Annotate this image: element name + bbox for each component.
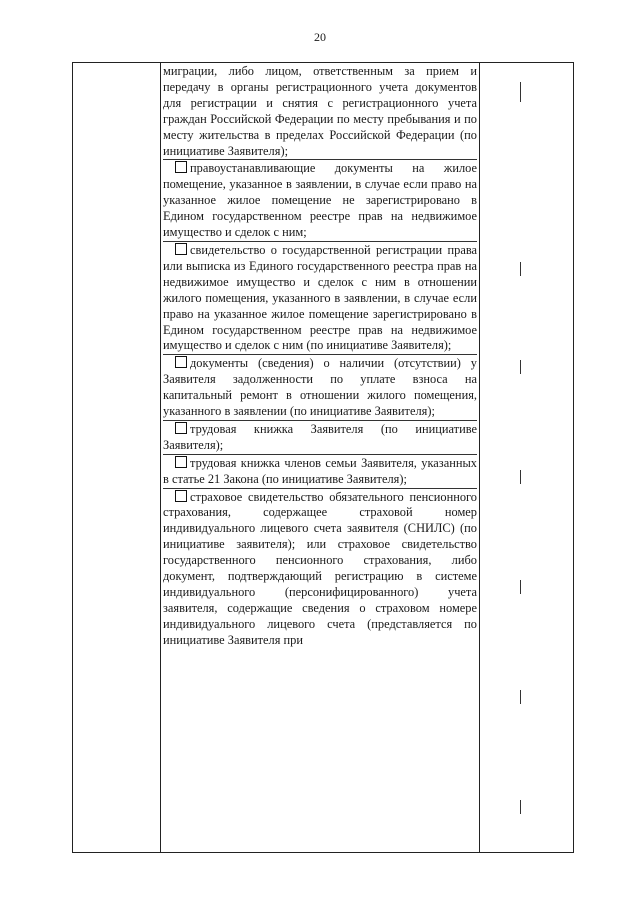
checklist-item-text: правоустанавливающие документы на жилое помещение, указанное в заявлении, в случае если право на указанное жилое помещение не зарегистрировано в Едином государственном реестре прав на недвижимое имущество и сделок с ним;: [163, 161, 477, 240]
table-right-border: [573, 62, 574, 852]
cell-left-border: [160, 62, 161, 852]
checklist-item-text: страховое свидетельство обязательного пенсионного страхования, содержащее страховой номер индивидуального лицевого счета заявителя (СНИЛС) (по инициативе заявителя); или страховое свидетельство государственного пенсионного страхования, либо документ, подтверждающий регистрацию в системе индивидуального (персонифицированного) учета заявителя, содержащие сведения о страховом номере индивидуального лицевого счета (представляется по инициативе Заявителя при: [163, 489, 477, 647]
checklist-item-text: документы (сведения) о наличии (отсутствии) у Заявителя задолженности по уплате взноса на капитальный ремонт в отношении жилого помещения, указанного в заявлении (по инициативе Заявителя);: [163, 356, 477, 419]
checkbox[interactable]: [175, 456, 187, 468]
checklist-item: [163, 420, 477, 454]
table-top-border: [72, 62, 574, 63]
checkbox[interactable]: [175, 161, 187, 173]
scan-mark: [520, 800, 521, 814]
page-number: 20: [314, 30, 326, 44]
checkbox[interactable]: [175, 422, 187, 434]
checkbox[interactable]: [175, 356, 187, 368]
checklist-item-text: трудовая книжка членов семьи Заявителя, указанных в статье 21 Закона (по инициативе Заявителя);: [163, 455, 477, 486]
checklist-item: [163, 159, 477, 241]
checkbox[interactable]: [175, 490, 187, 502]
checklist-item-text: свидетельство о государственной регистрации права или выписка из Единого государственного реестра прав на недвижимое имущество и сделок с ним в отношении жилого помещения, указанного в заявлении, в случае если право на указанное жилое помещение зарегистрировано в Едином государственном реестре прав на недвижимое имущество и сделок с ним (по инициативе Заявителя);: [163, 242, 477, 353]
checkbox[interactable]: [175, 243, 187, 255]
table-bottom-border: [72, 852, 574, 853]
scan-mark: [520, 690, 521, 704]
checklist-item: [163, 354, 477, 420]
checklist-item-text: трудовая книжка Заявителя (по инициативе Заявителя);: [163, 421, 477, 452]
scan-mark: [520, 262, 521, 276]
checklist-item: [163, 488, 477, 649]
checklist-item: [163, 454, 477, 488]
document-cell: [163, 64, 477, 649]
checklist-item: [163, 241, 477, 354]
paragraph: [163, 64, 477, 159]
scan-mark: [520, 580, 521, 594]
scan-mark: [520, 82, 521, 102]
scan-mark: [520, 470, 521, 484]
paragraph-text: миграции, либо лицом, ответственным за прием и передачу в органы регистрационного учета документов для регистрации и снятия с регистрационного учета граждан Российской Федерации по месту пребывания и по месту жительства в пределах Российской Федерации (по инициативе Заявителя);: [163, 64, 477, 158]
scan-mark: [520, 360, 521, 374]
table-left-border: [72, 62, 73, 852]
cell-right-border: [479, 62, 480, 852]
